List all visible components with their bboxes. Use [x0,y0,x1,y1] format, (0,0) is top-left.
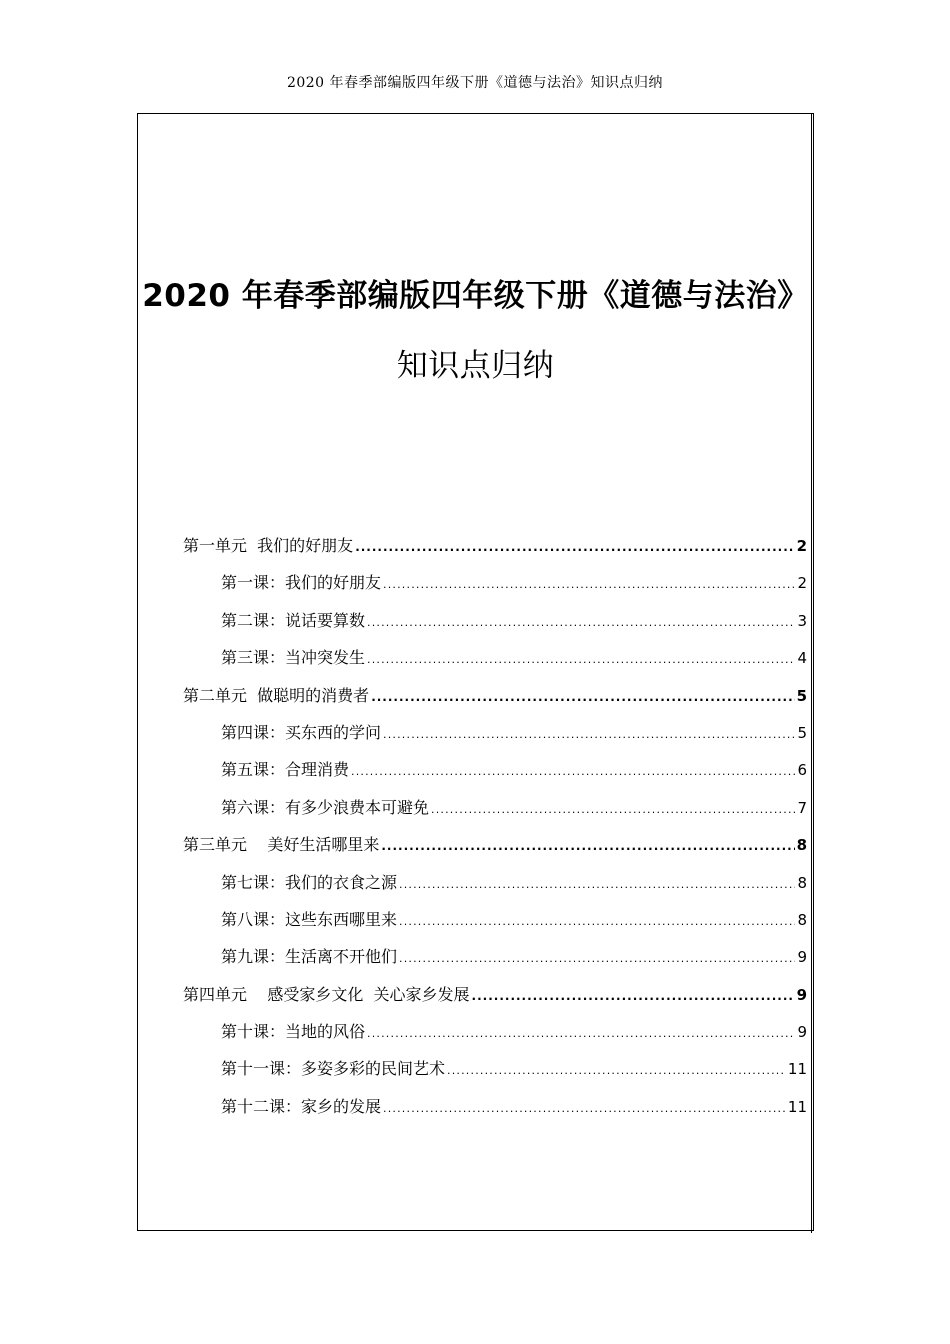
toc-page-number: 8 [797,910,807,929]
toc-page-number: 8 [797,873,807,892]
toc-page-number: 9 [796,985,807,1004]
toc-page-number: 11 [787,1060,807,1079]
toc-entry-label: 第一单元 我们的好朋友 [183,536,354,555]
toc-page-number: 4 [797,649,807,668]
toc-entry-label: 第四单元 感受家乡文化 关心家乡发展 [183,984,470,1004]
table-of-contents [183,527,807,1125]
toc-dot-leader [367,604,795,641]
toc-entry-label: 第四课：买东西的学问 [221,722,382,742]
toc-lesson-entry[interactable] [183,602,807,639]
toc-dot-leader [355,529,794,566]
toc-page-number: 11 [787,1097,807,1116]
toc-dot-leader [383,566,795,603]
toc-dot-leader [399,866,795,903]
toc-lesson-entry[interactable] [183,901,807,938]
toc-unit-entry[interactable] [183,677,807,714]
toc-lesson-entry[interactable] [183,1088,807,1125]
toc-page-number: 9 [797,1023,807,1042]
toc-entry-label: 第三单元 美好生活哪里来 [183,835,380,855]
toc-entry-label: 第六课：有多少浪费本可避免 [221,797,430,817]
toc-entry-label: 第二课：说话要算数 [221,610,366,630]
toc-dot-leader [367,641,795,678]
toc-unit-entry[interactable] [183,976,807,1013]
toc-entry-label: 第七课：我们的衣食之源 [221,872,398,892]
toc-entry-label: 第十课：当地的风俗 [221,1022,366,1042]
toc-dot-leader [399,903,795,940]
toc-unit-entry[interactable] [183,527,807,564]
toc-page-number: 5 [796,686,807,705]
toc-lesson-entry[interactable] [183,864,807,901]
toc-lesson-entry[interactable] [183,751,807,788]
toc-lesson-entry[interactable] [183,789,807,826]
toc-entry-label: 第十一课：多姿多彩的民间艺术 [221,1059,446,1079]
toc-entry-label: 第三课：当冲突发生 [221,648,366,668]
toc-page-number: 9 [797,948,807,967]
toc-page-number: 5 [797,723,807,742]
toc-unit-entry[interactable] [183,826,807,863]
toc-entry-label: 第一课：我们的好朋友 [221,573,382,593]
toc-entry-label: 第二单元 做聪明的消费者 [183,685,370,705]
toc-dot-leader [383,1090,786,1127]
toc-dot-leader [431,791,795,828]
toc-lesson-entry[interactable] [183,938,807,975]
toc-dot-leader [351,753,795,790]
toc-dot-leader [371,679,794,716]
toc-page-number: 2 [796,537,807,555]
toc-dot-leader [472,978,795,1015]
toc-entry-label: 第九课：生活离不开他们 [221,947,398,967]
toc-entry-label: 第十二课：家乡的发展 [221,1096,382,1116]
toc-lesson-entry[interactable] [183,564,807,601]
toc-lesson-entry[interactable] [183,639,807,676]
toc-page-number: 3 [797,611,807,630]
toc-dot-leader [367,1015,795,1052]
toc-dot-leader [399,940,795,977]
toc-lesson-entry[interactable] [183,1050,807,1087]
toc-page-number: 6 [797,761,807,780]
toc-entry-label: 第八课：这些东西哪里来 [221,909,398,929]
document-title: 2020 年春季部编版四年级下册《道德与法治》 [142,278,809,314]
toc-lesson-entry[interactable] [183,714,807,751]
toc-lesson-entry[interactable] [183,1013,807,1050]
toc-page-number: 7 [797,798,807,817]
toc-dot-leader [381,828,794,865]
toc-entry-label: 第五课：合理消费 [221,760,350,780]
document-subtitle: 知识点归纳 [396,348,555,384]
toc-page-number: 8 [796,836,807,855]
toc-page-number: 2 [797,574,807,593]
running-header: 2020 年春季部编版四年级下册《道德与法治》知识点归纳 [286,75,664,91]
toc-dot-leader [383,716,795,753]
toc-dot-leader [447,1052,786,1089]
